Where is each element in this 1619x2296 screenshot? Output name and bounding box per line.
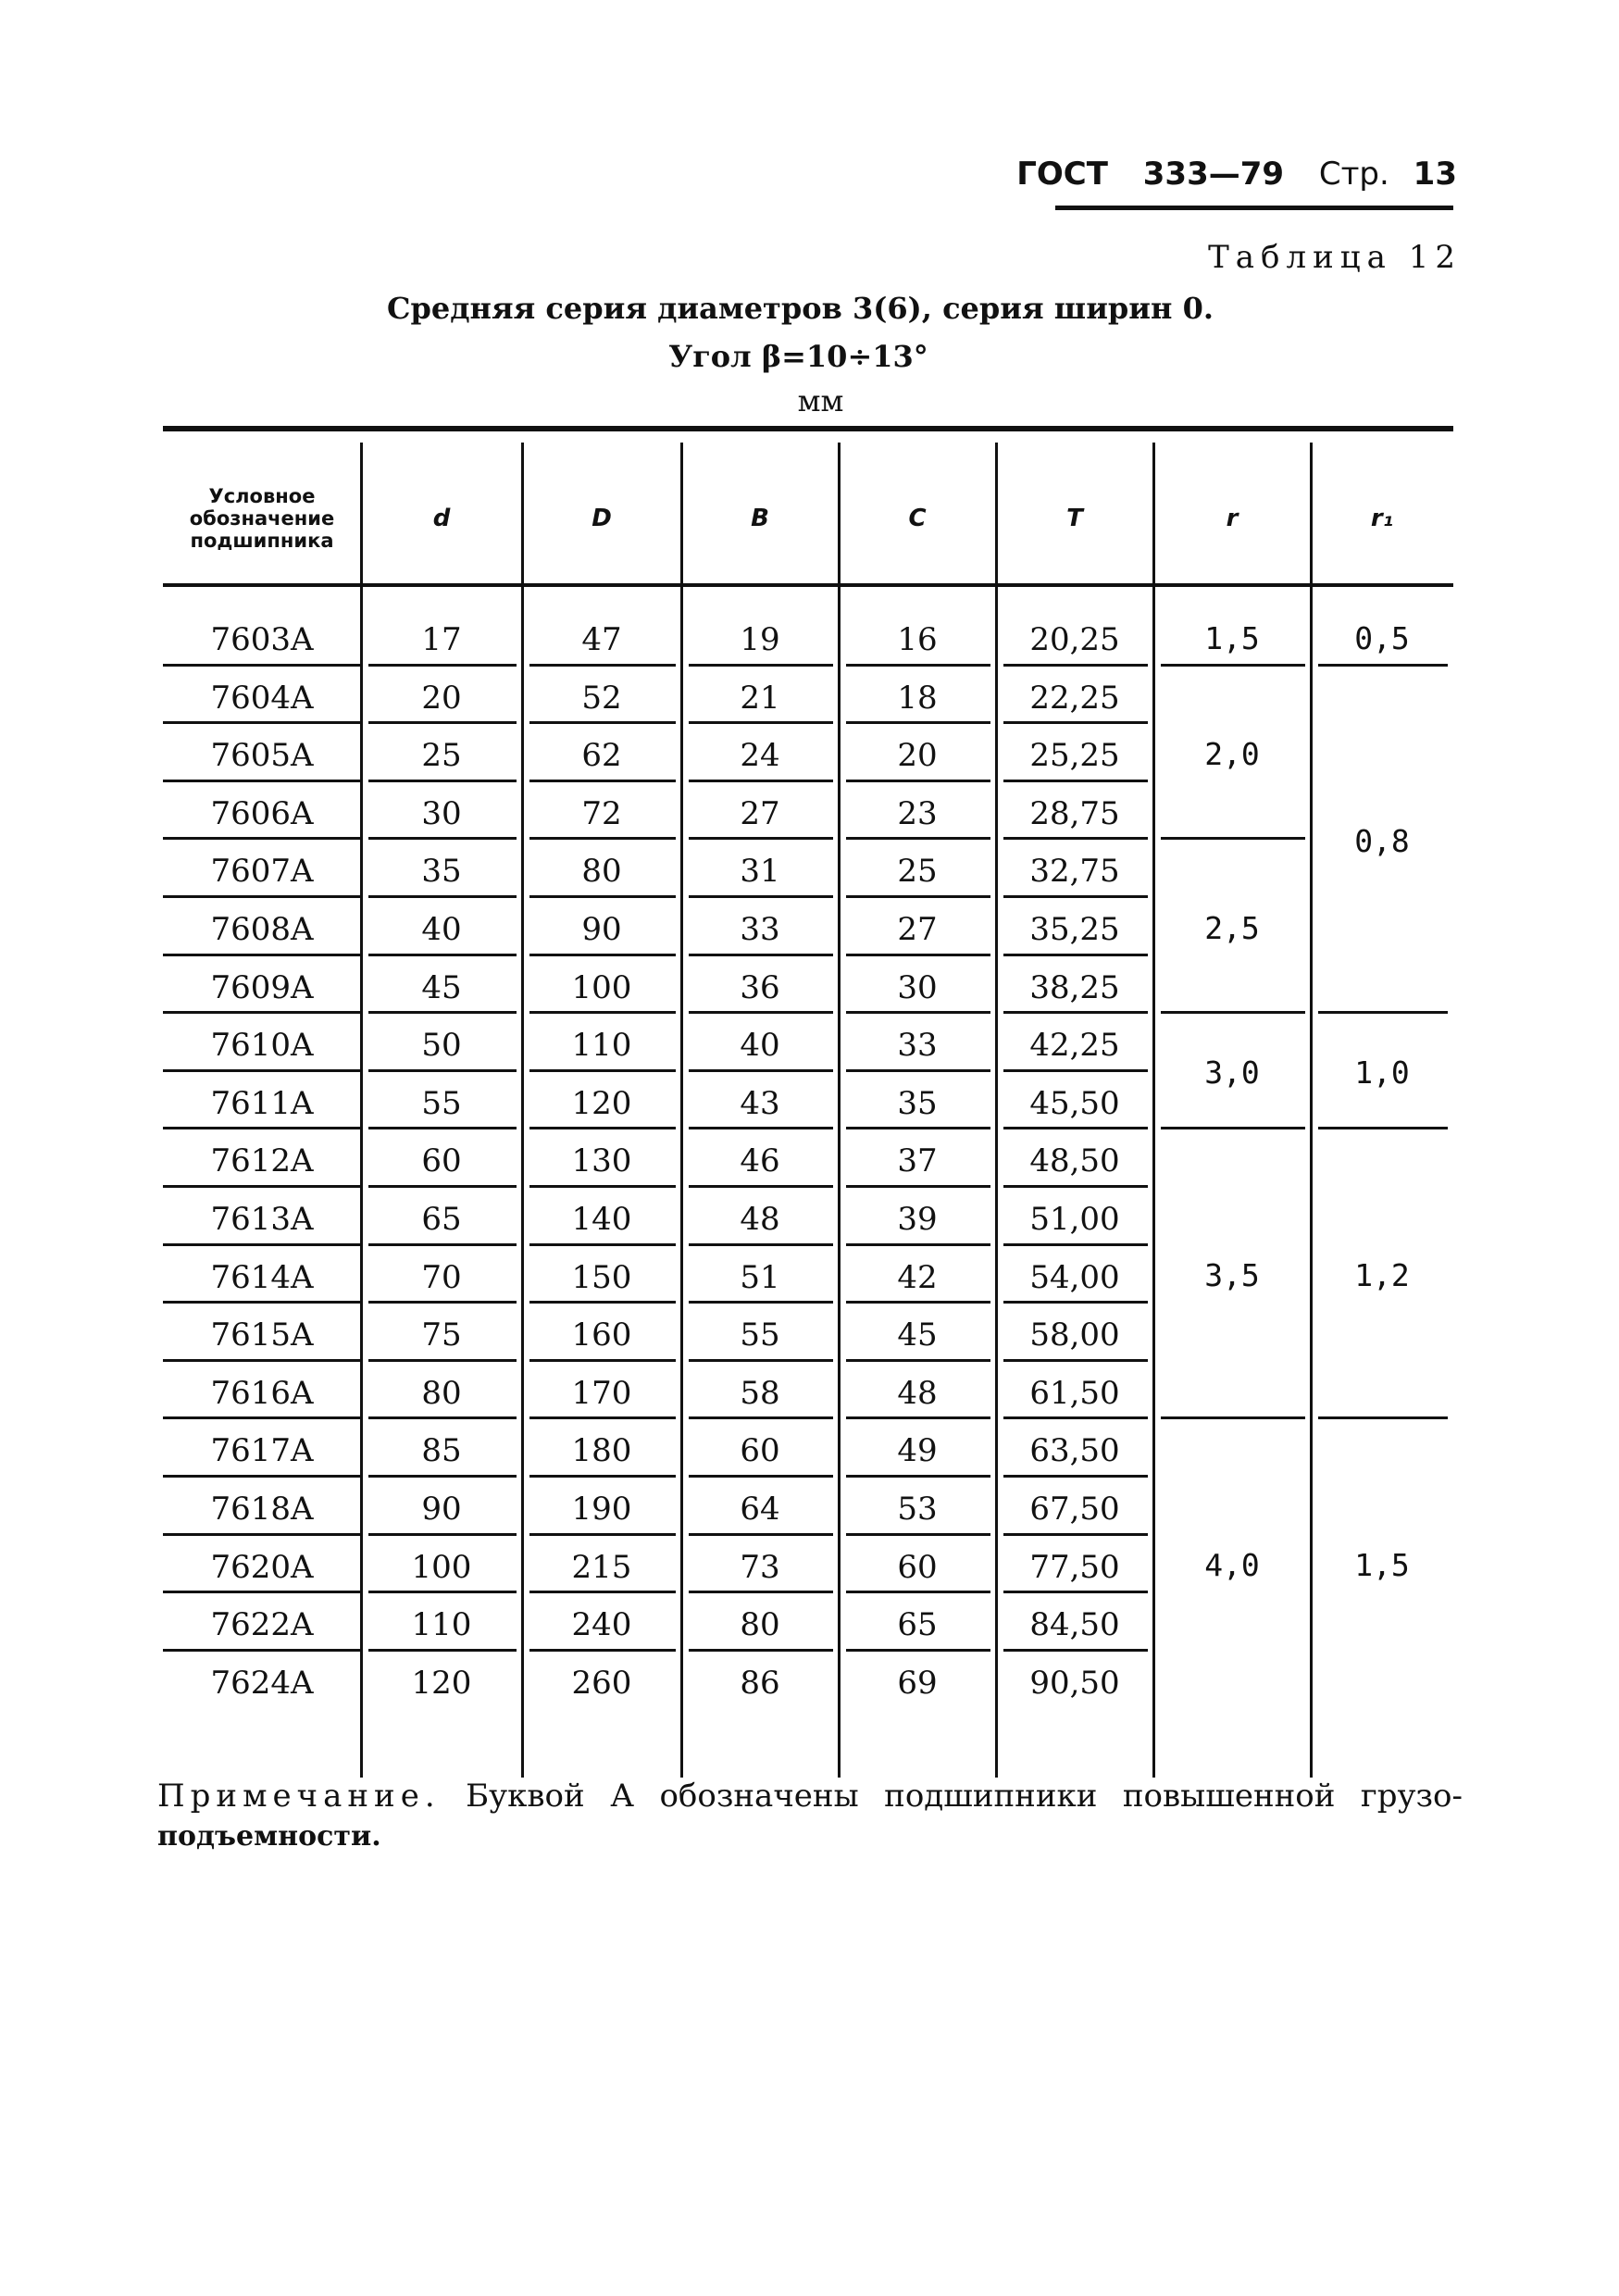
group-rule bbox=[1318, 1416, 1448, 1419]
table-subtitle: Угол β=10÷13° bbox=[668, 339, 928, 374]
row-rule bbox=[846, 1069, 990, 1072]
row-rule bbox=[368, 954, 517, 956]
table-cell: 48 bbox=[740, 1201, 780, 1238]
row-rule bbox=[368, 1243, 517, 1246]
table-cell: 80 bbox=[421, 1374, 462, 1412]
table-cell: 20 bbox=[421, 679, 462, 717]
header-text bbox=[992, 156, 1457, 193]
row-rule bbox=[368, 1011, 517, 1014]
row-rule bbox=[529, 1069, 676, 1072]
bearing-designation: 7616A bbox=[210, 1374, 314, 1412]
table-cell: 40 bbox=[740, 1027, 780, 1065]
row-rule bbox=[368, 1649, 517, 1652]
bearing-designation: 7606A bbox=[210, 794, 314, 832]
table-cell: 42 bbox=[897, 1258, 938, 1296]
row-rule bbox=[163, 721, 361, 724]
group-rule bbox=[1318, 1127, 1448, 1129]
table-cell: 33 bbox=[897, 1027, 938, 1065]
table-cell: 37 bbox=[897, 1142, 938, 1180]
row-rule bbox=[1003, 1185, 1148, 1188]
group-rule bbox=[1161, 1011, 1305, 1014]
table-cell: 60 bbox=[740, 1432, 780, 1470]
table-cell: 90 bbox=[421, 1491, 462, 1528]
table-cell: 63,50 bbox=[1029, 1432, 1120, 1470]
row-rule bbox=[163, 1533, 361, 1536]
row-rule bbox=[689, 1185, 833, 1188]
table-cell: 51,00 bbox=[1029, 1201, 1120, 1238]
row-rule bbox=[1003, 664, 1148, 667]
row-rule bbox=[368, 1533, 517, 1536]
bearing-designation: 7604A bbox=[210, 679, 314, 717]
standard-label: ГОСТ bbox=[1016, 156, 1108, 193]
row-rule bbox=[689, 1533, 833, 1536]
table-cell: 53 bbox=[897, 1491, 938, 1528]
table-cell: 70 bbox=[421, 1258, 462, 1296]
table-cell: 54,00 bbox=[1029, 1258, 1120, 1296]
row-rule bbox=[689, 1301, 833, 1304]
footnote bbox=[157, 1776, 1463, 1818]
header-T: T bbox=[1066, 505, 1083, 532]
table-cell: 120 bbox=[571, 1084, 632, 1122]
row-rule bbox=[163, 1011, 361, 1014]
table-cell: 38,25 bbox=[1029, 968, 1120, 1006]
row-rule bbox=[163, 1301, 361, 1304]
r-value: 3,0 bbox=[1204, 1054, 1260, 1092]
table-cell: 58,00 bbox=[1029, 1316, 1120, 1354]
table-cell: 19 bbox=[740, 621, 780, 658]
row-rule bbox=[529, 664, 676, 667]
group-rule bbox=[1161, 664, 1305, 667]
bearing-designation: 7611A bbox=[210, 1084, 314, 1122]
row-rule bbox=[529, 895, 676, 898]
table-cell: 47 bbox=[581, 621, 622, 658]
row-rule bbox=[846, 1127, 990, 1129]
bearing-designation: 7608A bbox=[210, 911, 314, 948]
table-cell: 67,50 bbox=[1029, 1491, 1120, 1528]
group-rule bbox=[1318, 664, 1448, 667]
r-value: 3,5 bbox=[1204, 1257, 1260, 1294]
table-cell: 58 bbox=[740, 1374, 780, 1412]
bearing-designation: 7610A bbox=[210, 1027, 314, 1065]
standard-number: 333—79 bbox=[1142, 156, 1285, 193]
header-r1: r₁ bbox=[1370, 505, 1394, 532]
table-cell: 190 bbox=[571, 1491, 632, 1528]
row-rule bbox=[163, 954, 361, 956]
table-cell: 35 bbox=[421, 853, 462, 891]
row-rule bbox=[1003, 1359, 1148, 1362]
table-cell: 215 bbox=[571, 1548, 632, 1586]
table-cell: 28,75 bbox=[1029, 794, 1120, 832]
bearing-designation: 7605A bbox=[210, 737, 314, 775]
row-rule bbox=[529, 1591, 676, 1593]
row-rule bbox=[689, 954, 833, 956]
row-rule bbox=[1003, 954, 1148, 956]
header-d: d bbox=[432, 505, 451, 532]
row-rule bbox=[689, 721, 833, 724]
row-rule bbox=[1003, 1301, 1148, 1304]
table-cell: 25 bbox=[897, 853, 938, 891]
table-cell: 55 bbox=[421, 1084, 462, 1122]
row-rule bbox=[689, 1591, 833, 1593]
table-cell: 27 bbox=[897, 911, 938, 948]
row-rule bbox=[846, 1591, 990, 1593]
table-cell: 160 bbox=[571, 1316, 632, 1354]
row-rule bbox=[1003, 1591, 1148, 1593]
row-rule bbox=[1003, 780, 1148, 782]
r-value: 1,5 bbox=[1204, 619, 1260, 656]
table-cell: 16 bbox=[897, 621, 938, 658]
table-cell: 36 bbox=[740, 968, 780, 1006]
row-rule bbox=[368, 664, 517, 667]
table-cell: 61,50 bbox=[1029, 1374, 1120, 1412]
row-rule bbox=[689, 1127, 833, 1129]
row-rule bbox=[689, 1416, 833, 1419]
table-cell: 100 bbox=[571, 968, 632, 1006]
table-cell: 20 bbox=[897, 737, 938, 775]
table-header-rule bbox=[163, 583, 1453, 587]
row-rule bbox=[529, 1359, 676, 1362]
row-rule bbox=[163, 1127, 361, 1129]
row-rule bbox=[846, 780, 990, 782]
row-rule bbox=[368, 1127, 517, 1129]
bearing-designation: 7624A bbox=[210, 1664, 314, 1702]
row-rule bbox=[163, 1069, 361, 1072]
table-cell: 73 bbox=[740, 1548, 780, 1586]
r1-value: 1,2 bbox=[1354, 1257, 1410, 1294]
table-cell: 48 bbox=[897, 1374, 938, 1412]
header-B: B bbox=[751, 505, 769, 532]
table-cell: 20,25 bbox=[1029, 621, 1120, 658]
row-rule bbox=[689, 895, 833, 898]
row-rule bbox=[368, 1301, 517, 1304]
row-rule bbox=[689, 837, 833, 840]
row-rule bbox=[529, 1301, 676, 1304]
table-cell: 48,50 bbox=[1029, 1142, 1120, 1180]
row-rule bbox=[1003, 1243, 1148, 1246]
table-cell: 45 bbox=[421, 968, 462, 1006]
group-rule bbox=[1161, 1416, 1305, 1419]
row-rule bbox=[1003, 895, 1148, 898]
table-cell: 260 bbox=[571, 1664, 632, 1702]
row-rule bbox=[529, 1127, 676, 1129]
row-rule bbox=[163, 1591, 361, 1593]
row-rule bbox=[846, 895, 990, 898]
bearing-designation: 7622A bbox=[210, 1606, 314, 1644]
row-rule bbox=[368, 1185, 517, 1188]
page-number: 13 bbox=[1413, 156, 1457, 193]
table-cell: 30 bbox=[897, 968, 938, 1006]
row-rule bbox=[163, 1649, 361, 1652]
row-rule bbox=[846, 1011, 990, 1014]
table-cell: 25,25 bbox=[1029, 737, 1120, 775]
bearing-designation: 7618A bbox=[210, 1491, 314, 1528]
row-rule bbox=[689, 1243, 833, 1246]
table-cell: 45 bbox=[897, 1316, 938, 1354]
row-rule bbox=[163, 1416, 361, 1419]
table-cell: 51 bbox=[740, 1258, 780, 1296]
table-cell: 45,50 bbox=[1029, 1084, 1120, 1122]
row-rule bbox=[368, 895, 517, 898]
row-rule bbox=[529, 1011, 676, 1014]
row-rule bbox=[1003, 1533, 1148, 1536]
row-rule bbox=[529, 1533, 676, 1536]
table-cell: 25 bbox=[421, 737, 462, 775]
r-value: 4,0 bbox=[1204, 1547, 1260, 1584]
row-rule bbox=[368, 1591, 517, 1593]
row-rule bbox=[1003, 1416, 1148, 1419]
row-rule bbox=[368, 1359, 517, 1362]
page-label: Стр. bbox=[1318, 156, 1389, 193]
table-cell: 84,50 bbox=[1029, 1606, 1120, 1644]
table-cell: 65 bbox=[897, 1606, 938, 1644]
bearing-designation: 7614A bbox=[210, 1258, 314, 1296]
row-rule bbox=[689, 780, 833, 782]
table-cell: 65 bbox=[421, 1201, 462, 1238]
bearing-designation: 7607A bbox=[210, 853, 314, 891]
page-header bbox=[1016, 156, 1463, 207]
table-cell: 140 bbox=[571, 1201, 632, 1238]
r-value: 2,5 bbox=[1204, 909, 1260, 946]
header-designation: Условное обозначение подшипника bbox=[189, 484, 335, 553]
table-cell: 85 bbox=[421, 1432, 462, 1470]
row-rule bbox=[846, 1359, 990, 1362]
table-cell: 52 bbox=[581, 679, 622, 717]
table-cell: 30 bbox=[421, 794, 462, 832]
table-cell: 110 bbox=[411, 1606, 472, 1644]
row-rule bbox=[846, 664, 990, 667]
row-rule bbox=[1003, 1127, 1148, 1129]
row-rule bbox=[846, 954, 990, 956]
table-cell: 240 bbox=[571, 1606, 632, 1644]
table-cell: 90,50 bbox=[1029, 1664, 1120, 1702]
table-top-rule bbox=[163, 426, 1453, 431]
table-cell: 64 bbox=[740, 1491, 780, 1528]
row-rule bbox=[846, 1243, 990, 1246]
bearing-designation: 7620A bbox=[210, 1548, 314, 1586]
row-rule bbox=[368, 780, 517, 782]
group-rule bbox=[1161, 1127, 1305, 1129]
bearing-designation: 7615A bbox=[210, 1316, 314, 1354]
row-rule bbox=[846, 721, 990, 724]
row-rule bbox=[163, 664, 361, 667]
table-cell: 180 bbox=[571, 1432, 632, 1470]
row-rule bbox=[529, 1416, 676, 1419]
row-rule bbox=[1003, 1011, 1148, 1014]
table-cell: 62 bbox=[581, 737, 622, 775]
table-cell: 17 bbox=[421, 621, 462, 658]
row-rule bbox=[529, 721, 676, 724]
table-cell: 86 bbox=[740, 1664, 780, 1702]
footnote-continuation: подъемности. bbox=[157, 1820, 381, 1853]
table-cell: 40 bbox=[421, 911, 462, 948]
bearing-designation: 7612A bbox=[210, 1142, 314, 1180]
row-rule bbox=[846, 1475, 990, 1478]
row-rule bbox=[529, 780, 676, 782]
table-cell: 27 bbox=[740, 794, 780, 832]
row-rule bbox=[689, 664, 833, 667]
row-rule bbox=[1003, 837, 1148, 840]
row-rule bbox=[368, 837, 517, 840]
header-C: C bbox=[908, 505, 927, 532]
table-cell: 46 bbox=[740, 1142, 780, 1180]
header-r: r bbox=[1226, 505, 1239, 532]
row-rule bbox=[689, 1359, 833, 1362]
row-rule bbox=[163, 895, 361, 898]
bearing-designation: 7613A bbox=[210, 1201, 314, 1238]
table-cell: 35,25 bbox=[1029, 911, 1120, 948]
r-value: 2,0 bbox=[1204, 735, 1260, 772]
row-rule bbox=[529, 1185, 676, 1188]
table-cell: 80 bbox=[740, 1606, 780, 1644]
row-rule bbox=[846, 1301, 990, 1304]
table-cell: 75 bbox=[421, 1316, 462, 1354]
table-cell: 60 bbox=[421, 1142, 462, 1180]
group-rule bbox=[1318, 1011, 1448, 1014]
table-cell: 42,25 bbox=[1029, 1027, 1120, 1065]
row-rule bbox=[368, 1069, 517, 1072]
row-rule bbox=[846, 1416, 990, 1419]
header-rule bbox=[1055, 206, 1453, 210]
table-cell: 35 bbox=[897, 1084, 938, 1122]
r1-value: 0,5 bbox=[1354, 619, 1410, 656]
row-rule bbox=[163, 780, 361, 782]
table-cell: 18 bbox=[897, 679, 938, 717]
table-cell: 23 bbox=[897, 794, 938, 832]
row-rule bbox=[368, 721, 517, 724]
table-cell: 50 bbox=[421, 1027, 462, 1065]
row-rule bbox=[368, 1416, 517, 1419]
footnote-text: Буквой А обозначены подшипники повышенной грузо- bbox=[466, 1778, 1463, 1815]
bearing-designation: 7617A bbox=[210, 1432, 314, 1470]
table-cell: 170 bbox=[571, 1374, 632, 1412]
row-rule bbox=[368, 1475, 517, 1478]
table-cell: 100 bbox=[411, 1548, 472, 1586]
bearing-designation: 7603A bbox=[210, 621, 314, 658]
header-D: D bbox=[592, 505, 612, 532]
table-cell: 130 bbox=[571, 1142, 632, 1180]
row-rule bbox=[846, 1533, 990, 1536]
row-rule bbox=[163, 1243, 361, 1246]
table-title: Средняя серия диаметров 3(6), серия ширин 0. bbox=[386, 291, 1214, 326]
row-rule bbox=[529, 1475, 676, 1478]
footnote-label: Примечание. bbox=[157, 1778, 441, 1815]
table-cell: 55 bbox=[740, 1316, 780, 1354]
table-cell: 21 bbox=[740, 679, 780, 717]
r1-value: 1,5 bbox=[1354, 1547, 1410, 1584]
table-cell: 80 bbox=[581, 853, 622, 891]
row-rule bbox=[163, 1475, 361, 1478]
row-rule bbox=[1003, 1649, 1148, 1652]
row-rule bbox=[529, 1243, 676, 1246]
table-cell: 69 bbox=[897, 1664, 938, 1702]
row-rule bbox=[1003, 1069, 1148, 1072]
row-rule bbox=[163, 1185, 361, 1188]
table-cell: 39 bbox=[897, 1201, 938, 1238]
row-rule bbox=[846, 837, 990, 840]
row-rule bbox=[529, 1649, 676, 1652]
row-rule bbox=[689, 1649, 833, 1652]
table-cell: 49 bbox=[897, 1432, 938, 1470]
table-number: Таблица 12 bbox=[1208, 239, 1462, 276]
table-cell: 31 bbox=[740, 853, 780, 891]
table-cell: 60 bbox=[897, 1548, 938, 1586]
row-rule bbox=[1003, 721, 1148, 724]
r1-value: 1,0 bbox=[1354, 1054, 1410, 1092]
row-rule bbox=[163, 837, 361, 840]
row-rule bbox=[163, 1359, 361, 1362]
r1-value: 0,8 bbox=[1354, 822, 1410, 859]
table-cell: 150 bbox=[571, 1258, 632, 1296]
table-cell: 33 bbox=[740, 911, 780, 948]
table-cell: 32,75 bbox=[1029, 853, 1120, 891]
bearing-designation: 7609A bbox=[210, 968, 314, 1006]
table-cell: 77,50 bbox=[1029, 1548, 1120, 1586]
row-rule bbox=[689, 1069, 833, 1072]
group-rule bbox=[1161, 837, 1305, 840]
bearing-table bbox=[163, 426, 1455, 1778]
row-rule bbox=[689, 1011, 833, 1014]
row-rule bbox=[1003, 1475, 1148, 1478]
table-cell: 90 bbox=[581, 911, 622, 948]
table-cell: 110 bbox=[571, 1027, 632, 1065]
table-cell: 120 bbox=[411, 1664, 472, 1702]
table-cell: 43 bbox=[740, 1084, 780, 1122]
row-rule bbox=[689, 1475, 833, 1478]
table-cell: 24 bbox=[740, 737, 780, 775]
row-rule bbox=[529, 954, 676, 956]
table-cell: 22,25 bbox=[1029, 679, 1120, 717]
unit-label: мм bbox=[797, 383, 844, 418]
row-rule bbox=[846, 1185, 990, 1188]
table-cell: 72 bbox=[581, 794, 622, 832]
row-rule bbox=[529, 837, 676, 840]
row-rule bbox=[846, 1649, 990, 1652]
